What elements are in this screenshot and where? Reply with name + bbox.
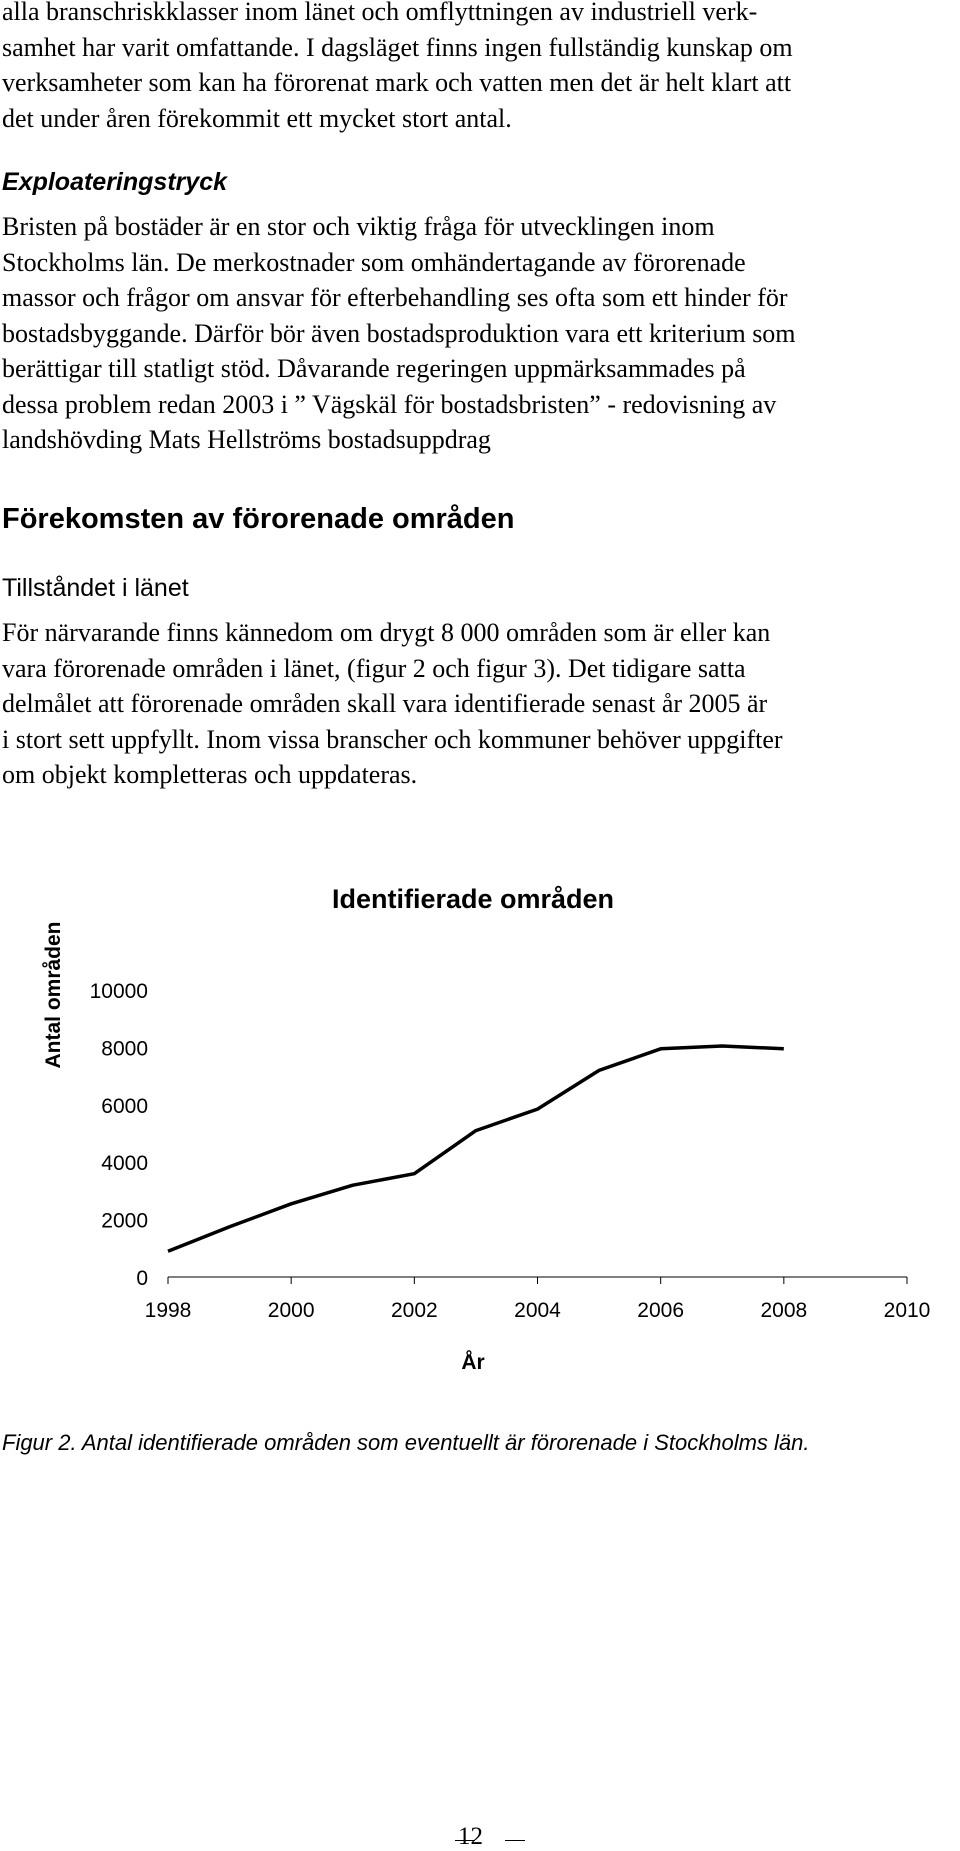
text-line: Stockholms län. De merkostnader som omhändertagande av förorenade: [2, 247, 746, 277]
y-tick-label: 10000: [89, 980, 148, 1003]
text-line: För närvarande finns kännedom om drygt 8 000 områden som är eller kan: [2, 618, 771, 647]
section-paragraph: [2, 615, 952, 793]
text-line: bostadsbyggande. Därför bör även bostadsproduktion vara ett kriterium som: [2, 318, 796, 348]
text-line: berättigar till statligt stöd. Dåvarande regeringen uppmärksammades på: [2, 354, 746, 383]
chart-title: Identifierade områden: [331, 884, 615, 914]
text-line: i stort sett uppfyllt. Inom vissa branscher och kommuner behöver uppgifter: [2, 724, 783, 754]
y-tick-label: 4000: [101, 1152, 148, 1176]
x-ticks: [145, 1277, 931, 1322]
figure-caption: Figur 2. Antal identifierade områden som eventuellt är förorenade i Stockholms län.: [2, 1430, 810, 1455]
y-tick-label: 6000: [101, 1094, 148, 1118]
section-heading-exploatering: Exploateringstryck: [2, 168, 228, 196]
y-tick-label: 2000: [101, 1209, 148, 1233]
x-tick-label: 2004: [514, 1299, 561, 1322]
line-chart: [0, 880, 960, 1380]
text-line: Bristen på bostäder är en stor och viktig fråga för utvecklingen inom: [2, 212, 715, 241]
series-line: [168, 1046, 784, 1251]
section-heading: Förekomsten av förorenade områden: [2, 503, 515, 535]
x-tick-label: 2008: [760, 1299, 808, 1322]
x-axis-label: År: [461, 1351, 485, 1374]
section-subheading: Tillståndet i länet: [2, 574, 189, 602]
page-number-rule-right: [505, 1840, 525, 1841]
x-tick-label: 2000: [267, 1299, 315, 1322]
text-line: samhet har varit omfattande. I dagsläget finns ingen fullständig kunskap om: [2, 32, 793, 62]
y-ticks: [90, 980, 148, 1290]
text-line: det under åren förekommit ett mycket stort antal.: [2, 103, 512, 133]
y-tick-label: 8000: [101, 1037, 148, 1061]
x-tick-label: 1998: [144, 1299, 192, 1322]
text-line: landshövding Mats Hellströms bostadsuppdrag: [2, 425, 491, 454]
text-line: dessa problem redan 2003 i ” Vägskäl för bostadsbristen” - redovisning av: [2, 389, 777, 419]
x-tick-label: 2002: [390, 1299, 438, 1322]
x-tick-label: 2006: [637, 1299, 685, 1322]
exploatering-paragraph: [2, 209, 952, 458]
x-tick-label: 2010: [883, 1299, 931, 1322]
text-line: verksamheter som kan ha förorenat mark och vatten men det är helt klart att: [2, 68, 792, 97]
page-number: 12: [458, 1823, 483, 1850]
text-line: alla branschriskklasser inom länet och omflyttningen av industriell verk-: [2, 0, 758, 26]
y-tick-label: 0: [136, 1267, 148, 1290]
text-line: delmålet att förorenade områden skall vara identifierade senast år 2005 är: [2, 689, 768, 718]
text-line: vara förorenade områden i länet, (figur 2 och figur 3). Det tidigare satta: [2, 653, 746, 683]
text-line: om objekt kompletteras och uppdateras.: [2, 760, 418, 789]
intro-paragraph: [2, 0, 952, 136]
text-line: massor och frågor om ansvar för efterbehandling ses ofta som ett hinder för: [2, 283, 788, 312]
y-axis-label: Antal områden: [42, 921, 65, 1069]
